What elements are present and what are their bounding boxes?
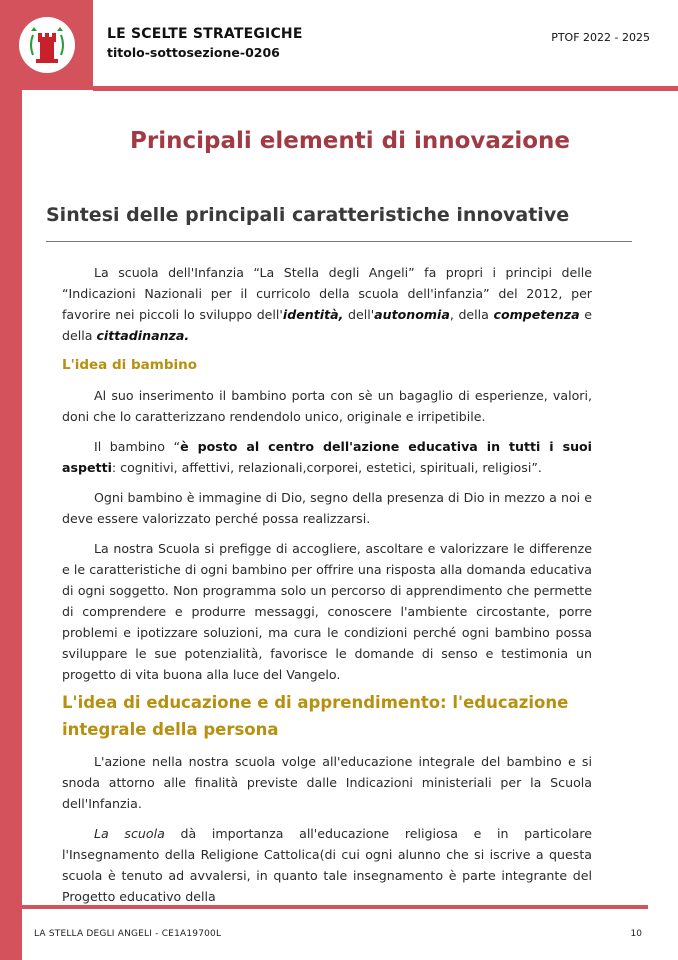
header-divider [93,86,678,91]
footer-school-code: LA STELLA DEGLI ANGELI - CE1A19700L [34,929,222,939]
intro-text-3: , della [449,307,494,322]
bambino-paragraph-1: Al suo inserimento il bambino porta con sè un bagaglio di esperienze, valori, doni che lo caratterizzano rendendolo unico, originale e irripetibile. [62,388,592,424]
educazione-p2-rest: dà importanza all'educazione religiosa e in particolare l'Insegnamento della Religione Cattolica(di cui ogni alunno che si iscrive a questa scuola è tenuto ad avvalersi, in quanto tale insegnamento è parte integrante del Progetto educativo della [62,826,592,904]
school-logo [19,17,75,73]
intro-text-2: dell' [343,307,375,322]
page-number: 10 [630,929,642,939]
bambino-paragraph-3: Ogni bambino è immagine di Dio, segno della presenza di Dio in mezzo a noi e deve essere valorizzato perché possa realizzarsi. [62,490,592,526]
bambino-p2-end: : cognitivi, affettivi, relazionali,corporei, estetici, spirituali, religiosi”. [111,460,542,475]
bambino-p2-bold: è posto al centro dell'azione educativa in tutti i suoi aspetti [62,439,592,475]
intro-competenza: competenza [493,307,580,322]
document-body [62,262,592,916]
tower-logo-icon [25,23,69,67]
ptof-period: PTOF 2022 - 2025 [551,31,650,44]
header-subtitle: titolo-sottosezione-0206 [107,45,280,60]
educazione-paragraph-2 [62,823,592,907]
section-title: Sintesi delle principali caratteristiche innovative [46,204,570,226]
page-title: Principali elementi di innovazione [130,128,570,154]
subheading-idea-educazione: L'idea di educazione e di apprendimento: l'educazione integrale della persona [62,693,569,739]
intro-text-1: La scuola dell'Infanzia “La Stella degli Angeli” fa propri i principi delle “Indicazioni Nazionali per il curricolo della scuola dell'infanzia” del 2012, per favorire nei piccoli lo sviluppo dell' [62,265,592,322]
intro-text-4: e della [62,307,592,343]
educazione-paragraph-1: L'azione nella nostra scuola volge all'educazione integrale del bambino e si snoda attorno alle finalità previste dalle Indicazioni ministeriali per la Scuola dell'Infanzia. [62,754,592,811]
educazione-p2-italic: La scuola [94,826,165,841]
logo-box [0,0,93,90]
section-divider [46,241,632,242]
intro-paragraph [62,262,592,346]
bambino-paragraph-2 [62,436,592,478]
bambino-paragraph-4: La nostra Scuola si prefigge di accogliere, ascoltare e valorizzare le differenze e le caratteristiche di ogni bambino per offrire una risposta alla domanda educativa di ogni soggetto. Non programma solo un percorso di apprendimento che permette di comprendere e produrre messaggi, conoscere l'ambiente circostante, porre problemi e ipotizzare soluzioni, ma cura le condizioni perché ogni bambino possa sviluppare le sue potenzialità, favorisce le domande di senso e testimonia un progetto di vita buona alla luce del Vangelo. [62,541,592,682]
bambino-p2-start: Il bambino “ [94,439,181,454]
subheading-idea-bambino: L'idea di bambino [62,357,197,373]
intro-autonomia: autonomia [374,307,450,322]
footer-divider [22,905,648,909]
header-title: LE SCELTE STRATEGICHE [107,26,303,42]
intro-cittadinanza: cittadinanza. [96,328,190,343]
intro-identita: identità, [282,307,344,322]
left-accent-bar [0,0,22,960]
